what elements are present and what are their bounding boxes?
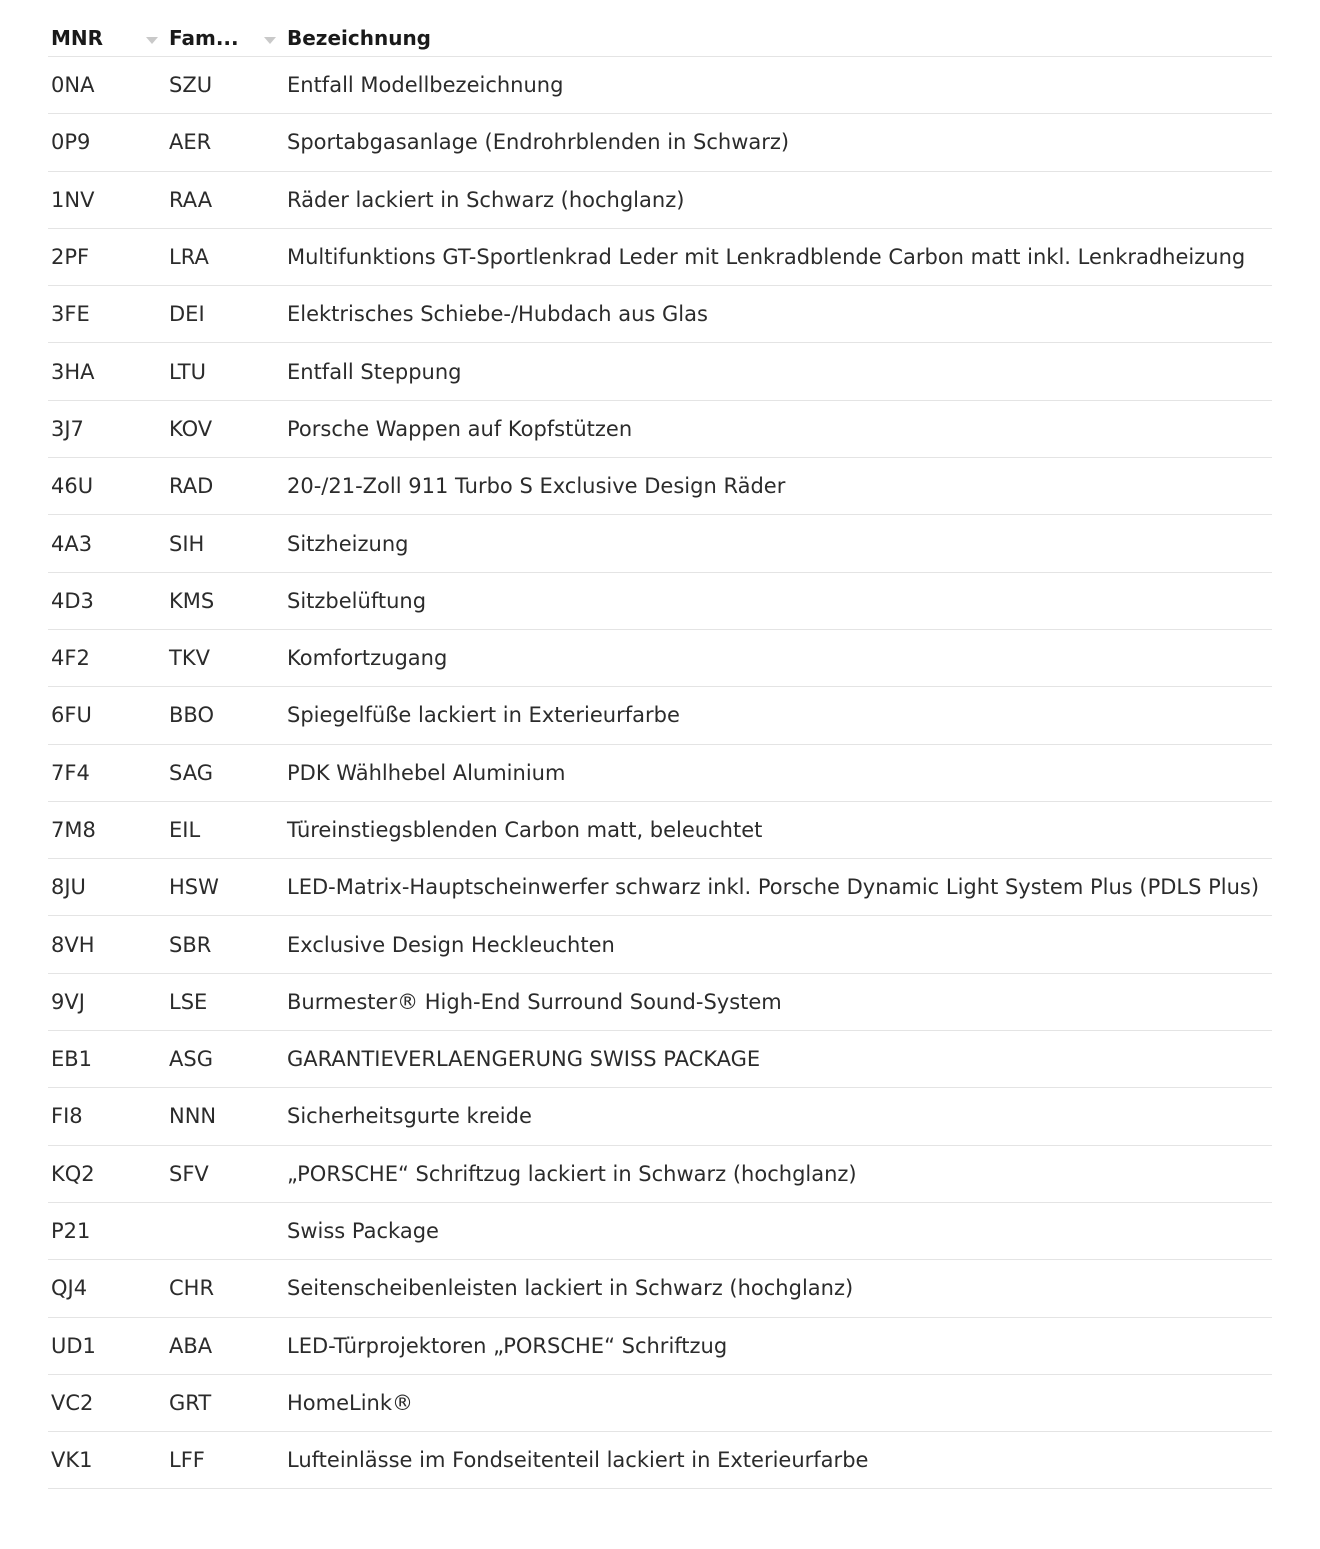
cell-mnr: 8VH <box>51 932 95 957</box>
table-row <box>48 1432 1272 1489</box>
cell-mnr: VK1 <box>51 1448 93 1473</box>
cell-description: Entfall Modellbezeichnung <box>287 73 564 98</box>
cell-description: LED-Türprojektoren „PORSCHE“ Schriftzug <box>287 1333 728 1358</box>
cell-description: 20-/21-Zoll 911 Turbo S Exclusive Design Räder <box>287 474 786 499</box>
cell-description: Seitenscheibenleisten lackiert in Schwarz (hochglanz) <box>287 1276 854 1301</box>
cell-description: Sportabgasanlage (Endrohrblenden in Schwarz) <box>287 130 790 155</box>
cell-mnr: 6FU <box>51 703 92 728</box>
cell-family: HSW <box>169 875 219 900</box>
column-header-description[interactable]: Bezeichnung <box>287 26 431 50</box>
cell-mnr: 3HA <box>51 359 95 384</box>
cell-family: LSE <box>169 989 208 1014</box>
cell-description: Exclusive Design Heckleuchten <box>287 932 615 957</box>
cell-family: ABA <box>169 1333 213 1358</box>
cell-description: LED-Matrix-Hauptscheinwerfer schwarz inkl. Porsche Dynamic Light System Plus (PDLS Plus) <box>287 875 1260 900</box>
cell-family: ASG <box>169 1047 213 1072</box>
table-row <box>48 458 1272 515</box>
table-row <box>48 1318 1272 1375</box>
table-row <box>48 630 1272 687</box>
cell-mnr: UD1 <box>51 1333 96 1358</box>
table-row <box>48 859 1272 916</box>
cell-description: Multifunktions GT-Sportlenkrad Leder mit Lenkradblende Carbon matt inkl. Lenkradheizung <box>287 245 1246 270</box>
table-row <box>48 745 1272 802</box>
table-row <box>48 802 1272 859</box>
cell-mnr: 3FE <box>51 302 90 327</box>
cell-family: DEI <box>169 302 205 327</box>
cell-mnr: 2PF <box>51 245 90 270</box>
cell-description: Komfortzugang <box>287 646 448 671</box>
cell-description: Lufteinlässe im Fondseitenteil lackiert in Exterieurfarbe <box>287 1448 869 1473</box>
cell-family: LRA <box>169 245 209 270</box>
cell-family: GRT <box>169 1390 212 1415</box>
cell-family: KMS <box>169 588 215 613</box>
cell-family: KOV <box>169 416 213 441</box>
cell-family: TKV <box>169 646 210 671</box>
table-row <box>48 687 1272 744</box>
table-row <box>48 573 1272 630</box>
cell-description: PDK Wählhebel Aluminium <box>287 760 566 785</box>
cell-description: Porsche Wappen auf Kopfstützen <box>287 416 633 441</box>
cell-mnr: 1NV <box>51 187 95 212</box>
table-row <box>48 343 1272 400</box>
cell-family: NNN <box>169 1104 217 1129</box>
cell-mnr: 7M8 <box>51 818 96 842</box>
cell-mnr: P21 <box>51 1219 91 1244</box>
cell-family: EIL <box>169 818 201 842</box>
cell-description: Räder lackiert in Schwarz (hochglanz) <box>287 187 685 212</box>
cell-family: RAD <box>169 474 214 499</box>
table-header <box>48 0 1272 57</box>
cell-family: SBR <box>169 932 212 957</box>
options-table <box>48 0 1272 1489</box>
cell-family: SAG <box>169 760 213 785</box>
table-row <box>48 1088 1272 1145</box>
table-row <box>48 1146 1272 1203</box>
cell-description: Sicherheitsgurte kreide <box>287 1104 532 1129</box>
cell-mnr: 3J7 <box>51 416 84 441</box>
cell-mnr: 7F4 <box>51 760 90 785</box>
table-row <box>48 1375 1272 1432</box>
table-row <box>48 916 1272 973</box>
table-row <box>48 114 1272 171</box>
cell-description: Sitzbelüftung <box>287 588 427 613</box>
cell-mnr: KQ2 <box>51 1161 95 1186</box>
table-row <box>48 1203 1272 1260</box>
cell-family: LFF <box>169 1448 205 1473</box>
column-header-family[interactable]: Fam... <box>169 26 239 50</box>
cell-description: Spiegelfüße lackiert in Exterieurfarbe <box>287 703 680 728</box>
cell-family: AER <box>169 130 212 155</box>
sort-arrow-icon[interactable] <box>264 37 276 44</box>
table-row <box>48 172 1272 229</box>
table-row <box>48 1031 1272 1088</box>
table-row <box>48 974 1272 1031</box>
cell-family: SZU <box>169 73 213 98</box>
table-row <box>48 229 1272 286</box>
cell-mnr: 0NA <box>51 73 95 98</box>
cell-description: Elektrisches Schiebe-/Hubdach aus Glas <box>287 302 708 327</box>
cell-description: HomeLink® <box>287 1390 414 1415</box>
cell-mnr: 4A3 <box>51 531 93 556</box>
cell-mnr: 4F2 <box>51 646 90 671</box>
cell-description: Türeinstiegsblenden Carbon matt, beleuchtet <box>287 818 763 842</box>
cell-description: Burmester® High-End Surround Sound-System <box>287 989 782 1014</box>
table-row <box>48 286 1272 343</box>
cell-family: SFV <box>169 1161 209 1186</box>
cell-description: Entfall Steppung <box>287 359 462 384</box>
table-row <box>48 515 1272 572</box>
cell-mnr: 4D3 <box>51 588 94 613</box>
cell-description: Swiss Package <box>287 1219 439 1244</box>
cell-mnr: VC2 <box>51 1390 94 1415</box>
cell-family: SIH <box>169 531 205 556</box>
cell-mnr: 0P9 <box>51 130 91 155</box>
table-row <box>48 57 1272 114</box>
cell-family: CHR <box>169 1276 215 1301</box>
cell-mnr: QJ4 <box>51 1276 88 1301</box>
cell-description: Sitzheizung <box>287 531 409 556</box>
cell-description: „PORSCHE“ Schriftzug lackiert in Schwarz (hochglanz) <box>287 1161 857 1186</box>
cell-mnr: FI8 <box>51 1104 83 1129</box>
table-row <box>48 1260 1272 1317</box>
cell-description: GARANTIEVERLAENGERUNG SWISS PACKAGE <box>287 1047 761 1072</box>
sort-arrow-icon[interactable] <box>146 37 158 44</box>
cell-mnr: EB1 <box>51 1047 93 1072</box>
table-body <box>48 57 1272 1489</box>
cell-mnr: 8JU <box>51 875 86 900</box>
cell-mnr: 9VJ <box>51 989 85 1014</box>
cell-family: LTU <box>169 359 207 384</box>
column-header-mnr[interactable]: MNR <box>51 26 104 50</box>
cell-family: RAA <box>169 187 213 212</box>
cell-family: BBO <box>169 703 214 728</box>
table-row <box>48 401 1272 458</box>
cell-mnr: 46U <box>51 474 94 499</box>
